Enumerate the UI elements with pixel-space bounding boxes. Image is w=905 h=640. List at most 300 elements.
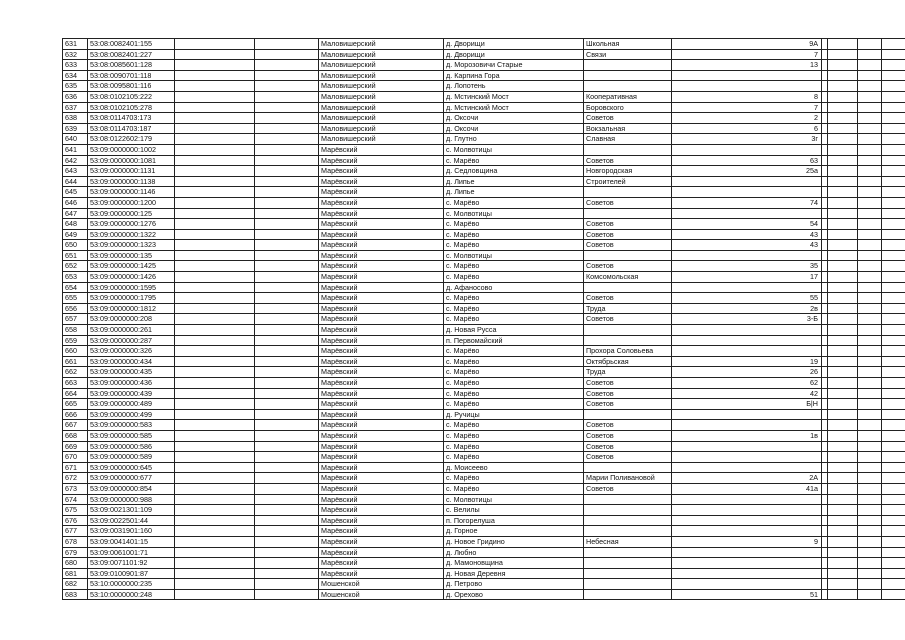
empty-cell [828,515,858,526]
street-cell [584,558,672,569]
empty-cell [175,473,255,484]
empty-cell [882,420,905,431]
empty-cell [828,335,858,346]
empty-cell [882,505,905,516]
row-number-cell: 645 [63,187,88,198]
table-row [63,526,905,537]
empty-cell [882,430,905,441]
house-number-cell: 41а [672,483,822,494]
street-cell: Советов [584,197,672,208]
locality-cell: д. Мстинский Мост [444,91,584,102]
empty-cell [175,483,255,494]
empty-cell [858,261,882,272]
empty-cell [858,526,882,537]
empty-cell [255,208,319,219]
empty-cell [175,208,255,219]
cadastral-number-cell: 53:09:0000000:1276 [88,219,175,230]
street-cell: Труда [584,367,672,378]
empty-cell [828,441,858,452]
district-cell: Марёвский [319,229,444,240]
district-cell: Марёвский [319,176,444,187]
empty-cell [858,219,882,230]
row-number-cell: 639 [63,123,88,134]
row-number-cell: 647 [63,208,88,219]
empty-cell [175,144,255,155]
empty-cell [255,558,319,569]
empty-cell [858,155,882,166]
empty-cell [175,526,255,537]
empty-cell [882,325,905,336]
empty-cell [882,589,905,600]
district-cell: Марёвский [319,197,444,208]
house-number-cell [672,144,822,155]
empty-cell [828,526,858,537]
locality-cell: с. Марёво [444,314,584,325]
house-number-cell [672,81,822,92]
house-number-cell [672,558,822,569]
row-number-cell: 649 [63,229,88,240]
house-number-cell: 8 [672,91,822,102]
cadastral-number-cell: 53:09:0000000:208 [88,314,175,325]
house-number-cell: 2А [672,473,822,484]
empty-cell [255,166,319,177]
cadastral-number-cell: 53:09:0031901:160 [88,526,175,537]
empty-cell [828,303,858,314]
empty-cell [175,547,255,558]
empty-cell [255,526,319,537]
street-cell [584,409,672,420]
locality-cell: с. Марёво [444,272,584,283]
empty-cell [858,187,882,198]
district-cell: Марёвский [319,293,444,304]
locality-cell: с. Марёво [444,452,584,463]
row-number-cell: 637 [63,102,88,113]
row-number-cell: 633 [63,60,88,71]
district-cell: Марёвский [319,473,444,484]
empty-cell [882,378,905,389]
district-cell: Марёвский [319,240,444,251]
table-row [63,134,905,145]
empty-cell [175,250,255,261]
row-number-cell: 678 [63,536,88,547]
empty-cell [175,420,255,431]
empty-cell [828,282,858,293]
street-cell [584,325,672,336]
district-cell: Марёвский [319,335,444,346]
district-cell: Марёвский [319,282,444,293]
district-cell: Маловишерский [319,39,444,50]
empty-cell [255,483,319,494]
table-row [63,420,905,431]
table-row [63,187,905,198]
house-number-cell: 9А [672,39,822,50]
cadastral-number-cell: 53:08:0114703:173 [88,113,175,124]
house-number-cell: 1в [672,430,822,441]
empty-cell [175,399,255,410]
district-cell: Марёвский [319,441,444,452]
empty-cell [175,441,255,452]
table-row [63,494,905,505]
empty-cell [175,123,255,134]
empty-cell [255,346,319,357]
empty-cell [175,505,255,516]
empty-cell [882,441,905,452]
empty-cell [882,91,905,102]
empty-cell [828,558,858,569]
district-cell: Марёвский [319,144,444,155]
table-row [63,325,905,336]
district-cell: Марёвский [319,378,444,389]
row-number-cell: 640 [63,134,88,145]
empty-cell [882,346,905,357]
street-cell [584,335,672,346]
empty-cell [882,335,905,346]
table-row [63,346,905,357]
empty-cell [828,91,858,102]
empty-cell [828,197,858,208]
cadastral-number-cell: 53:09:0100901:87 [88,568,175,579]
table-row [63,452,905,463]
cadastral-number-cell: 53:09:0000000:1795 [88,293,175,304]
row-number-cell: 664 [63,388,88,399]
house-number-cell [672,452,822,463]
district-cell: Марёвский [319,462,444,473]
locality-cell: д. Любно [444,547,584,558]
row-number-cell: 641 [63,144,88,155]
empty-cell [858,515,882,526]
house-number-cell [672,515,822,526]
empty-cell [858,123,882,134]
empty-cell [828,346,858,357]
empty-cell [882,568,905,579]
empty-cell [882,197,905,208]
street-cell [584,494,672,505]
empty-cell [175,536,255,547]
empty-cell [858,282,882,293]
empty-cell [882,282,905,293]
empty-cell [255,123,319,134]
empty-cell [882,483,905,494]
empty-cell [175,303,255,314]
empty-cell [255,81,319,92]
table-row [63,60,905,71]
house-number-cell [672,335,822,346]
street-cell [584,282,672,293]
locality-cell: д. Петрово [444,579,584,590]
empty-cell [255,515,319,526]
district-cell: Марёвский [319,399,444,410]
locality-cell: с. Марёво [444,367,584,378]
empty-cell [255,102,319,113]
empty-cell [828,483,858,494]
house-number-cell [672,250,822,261]
table-row [63,558,905,569]
empty-cell [175,579,255,590]
empty-cell [255,229,319,240]
street-cell [584,515,672,526]
empty-cell [882,515,905,526]
street-cell: Советов [584,388,672,399]
empty-cell [882,155,905,166]
empty-cell [255,314,319,325]
empty-cell [882,123,905,134]
empty-cell [828,589,858,600]
property-table [62,38,905,600]
table-row [63,579,905,590]
locality-cell: с. Марёво [444,473,584,484]
empty-cell [882,208,905,219]
empty-cell [255,399,319,410]
table-row [63,399,905,410]
district-cell: Марёвский [319,409,444,420]
empty-cell [828,250,858,261]
empty-cell [858,197,882,208]
table-body [63,39,905,600]
empty-cell [255,176,319,187]
district-cell: Марёвский [319,568,444,579]
cadastral-number-cell: 53:09:0000000:583 [88,420,175,431]
empty-cell [175,346,255,357]
empty-cell [828,494,858,505]
empty-cell [882,176,905,187]
empty-cell [255,452,319,463]
locality-cell: д. Новая Деревня [444,568,584,579]
empty-cell [858,356,882,367]
row-number-cell: 643 [63,166,88,177]
empty-cell [828,420,858,431]
empty-cell [858,367,882,378]
locality-cell: с. Марёво [444,197,584,208]
row-number-cell: 631 [63,39,88,50]
house-number-cell [672,462,822,473]
district-cell: Марёвский [319,261,444,272]
empty-cell [858,39,882,50]
house-number-cell [672,346,822,357]
empty-cell [882,579,905,590]
table-row [63,293,905,304]
street-cell: Советов [584,399,672,410]
locality-cell: д. Ручицы [444,409,584,420]
empty-cell [828,261,858,272]
street-cell: Небесная [584,536,672,547]
empty-cell [828,452,858,463]
house-number-cell [672,70,822,81]
empty-cell [255,420,319,431]
district-cell: Марёвский [319,388,444,399]
empty-cell [175,49,255,60]
table-row [63,81,905,92]
empty-cell [828,144,858,155]
table-row [63,430,905,441]
empty-cell [858,335,882,346]
empty-cell [255,568,319,579]
empty-cell [828,325,858,336]
locality-cell: п. Погорелуша [444,515,584,526]
empty-cell [255,430,319,441]
empty-cell [858,134,882,145]
empty-cell [255,589,319,600]
street-cell: Новгородская [584,166,672,177]
locality-cell: д. Карпина Гора [444,70,584,81]
empty-cell [858,483,882,494]
cadastral-number-cell: 53:09:0000000:1081 [88,155,175,166]
cadastral-number-cell: 53:08:0090701:118 [88,70,175,81]
empty-cell [255,282,319,293]
empty-cell [882,229,905,240]
empty-cell [828,409,858,420]
district-cell: Марёвский [319,430,444,441]
district-cell: Маловишерский [319,134,444,145]
locality-cell: д. Горное [444,526,584,537]
house-number-cell: 35 [672,261,822,272]
empty-cell [882,134,905,145]
empty-cell [828,187,858,198]
district-cell: Маловишерский [319,91,444,102]
empty-cell [255,91,319,102]
house-number-cell: 7 [672,102,822,113]
empty-cell [175,229,255,240]
street-cell: Вокзальная [584,123,672,134]
empty-cell [858,430,882,441]
empty-cell [858,441,882,452]
row-number-cell: 660 [63,346,88,357]
empty-cell [858,346,882,357]
street-cell: Октябрьская [584,356,672,367]
empty-cell [858,250,882,261]
empty-cell [858,388,882,399]
table-row [63,536,905,547]
empty-cell [858,293,882,304]
cadastral-number-cell: 53:09:0000000:1200 [88,197,175,208]
table-row [63,70,905,81]
cadastral-number-cell: 53:09:0000000:125 [88,208,175,219]
empty-cell [828,293,858,304]
empty-cell [858,303,882,314]
cadastral-number-cell: 53:09:0000000:261 [88,325,175,336]
locality-cell: д. Новая Русса [444,325,584,336]
empty-cell [255,250,319,261]
empty-cell [858,547,882,558]
empty-cell [882,473,905,484]
street-cell: Боровского [584,102,672,113]
empty-cell [882,293,905,304]
empty-cell [858,462,882,473]
locality-cell: д. Дворищи [444,49,584,60]
row-number-cell: 681 [63,568,88,579]
street-cell: Советов [584,420,672,431]
row-number-cell: 683 [63,589,88,600]
empty-cell [175,113,255,124]
house-number-cell: 3г [672,134,822,145]
table-row [63,166,905,177]
street-cell [584,547,672,558]
district-cell: Марёвский [319,536,444,547]
row-number-cell: 677 [63,526,88,537]
house-number-cell: 19 [672,356,822,367]
empty-cell [828,113,858,124]
district-cell: Марёвский [319,505,444,516]
empty-cell [175,356,255,367]
empty-cell [858,378,882,389]
house-number-cell: 2 [672,113,822,124]
house-number-cell [672,420,822,431]
row-number-cell: 662 [63,367,88,378]
empty-cell [828,39,858,50]
empty-cell [828,102,858,113]
row-number-cell: 673 [63,483,88,494]
row-number-cell: 650 [63,240,88,251]
empty-cell [255,462,319,473]
empty-cell [175,568,255,579]
street-cell: Комсомольская [584,272,672,283]
house-number-cell: 6 [672,123,822,134]
street-cell: Советов [584,155,672,166]
locality-cell: с. Марёво [444,356,584,367]
cadastral-number-cell: 53:08:0102105:222 [88,91,175,102]
empty-cell [255,144,319,155]
row-number-cell: 674 [63,494,88,505]
empty-cell [175,219,255,230]
empty-cell [175,409,255,420]
row-number-cell: 652 [63,261,88,272]
row-number-cell: 667 [63,420,88,431]
empty-cell [858,420,882,431]
locality-cell: с. Марёво [444,388,584,399]
empty-cell [175,325,255,336]
document-sheet [62,38,837,600]
cadastral-number-cell: 53:09:0000000:1138 [88,176,175,187]
empty-cell [858,536,882,547]
empty-cell [858,399,882,410]
row-number-cell: 671 [63,462,88,473]
street-cell: Советов [584,378,672,389]
row-number-cell: 679 [63,547,88,558]
empty-cell [828,166,858,177]
empty-cell [828,155,858,166]
house-number-cell: 74 [672,197,822,208]
row-number-cell: 653 [63,272,88,283]
row-number-cell: 672 [63,473,88,484]
table-row [63,272,905,283]
house-number-cell [672,494,822,505]
street-cell: Славная [584,134,672,145]
empty-cell [175,282,255,293]
row-number-cell: 668 [63,430,88,441]
empty-cell [828,378,858,389]
district-cell: Маловишерский [319,81,444,92]
house-number-cell [672,526,822,537]
empty-cell [255,240,319,251]
district-cell: Марёвский [319,452,444,463]
street-cell [584,81,672,92]
table-row [63,505,905,516]
table-row [63,240,905,251]
cadastral-number-cell: 53:08:0082401:155 [88,39,175,50]
empty-cell [858,579,882,590]
house-number-cell: 55 [672,293,822,304]
empty-cell [255,494,319,505]
street-cell [584,144,672,155]
table-row [63,589,905,600]
locality-cell: с. Марёво [444,399,584,410]
empty-cell [175,335,255,346]
row-number-cell: 648 [63,219,88,230]
house-number-cell: 2в [672,303,822,314]
empty-cell [828,176,858,187]
empty-cell [828,430,858,441]
table-row [63,314,905,325]
table-row [63,473,905,484]
